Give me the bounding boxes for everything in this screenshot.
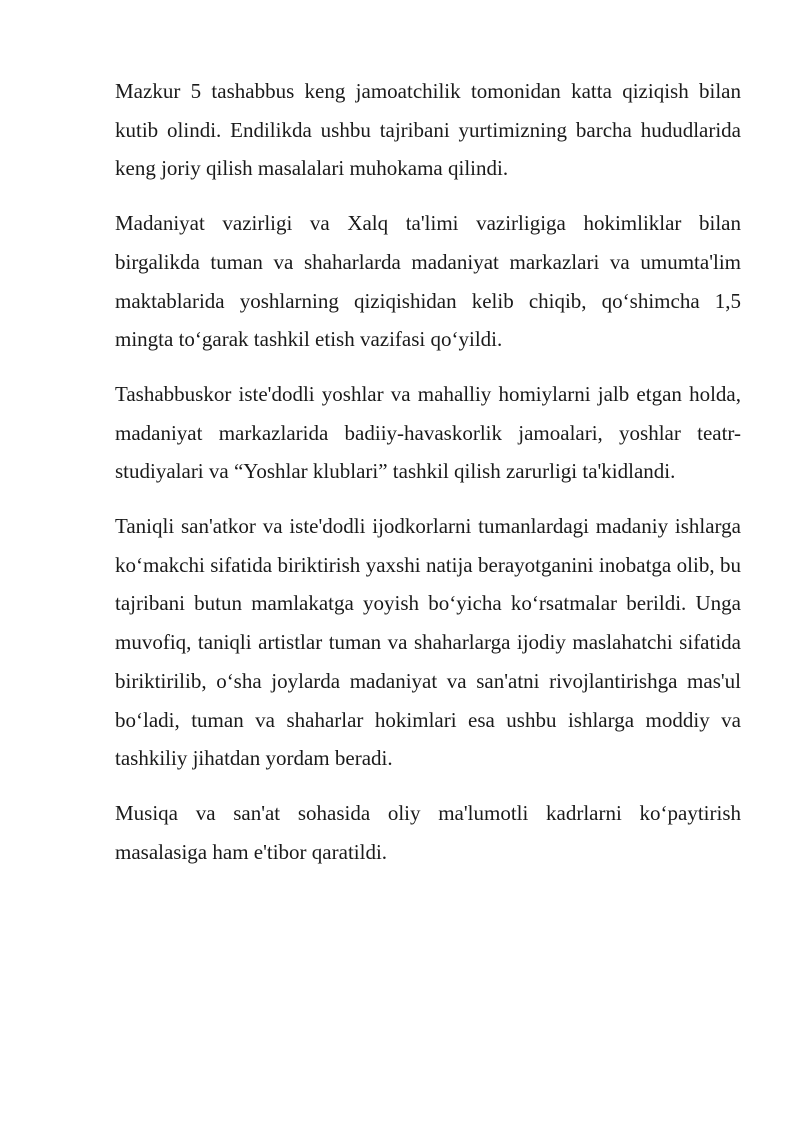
paragraph-3: Tashabbuskor iste'dodli yoshlar va mahalliy homiylarni jalb etgan holda, madaniyat markazlarida badiiy-havaskorlik jamoalari, yoshlar teatr-studiyalari va “Yoshlar klublari” tashkil qilish zarurligi ta'kidlandi. <box>115 381 741 484</box>
paragraph-2: Madaniyat vazirligi va Xalq ta'limi vazirligiga hokimliklar bilan birgalikda tuman va shaharlarda madaniyat markazlari va umumta'lim maktablarida yoshlarning qiziqishidan kelib chiqib, qo‘shimcha 1,5 mingta to‘garak tashkil etish vazifasi qo‘yildi. <box>115 211 741 352</box>
paragraph-5: Musiqa va san'at sohasida oliy ma'lumotli kadrlarni ko‘paytirish masalasiga ham e'tibor qaratildi. <box>115 800 741 864</box>
document-body <box>115 72 741 887</box>
paragraph-1: Mazkur 5 tashabbus keng jamoatchilik tomonidan katta qiziqish bilan kutib olindi. Endilikda ushbu tajribani yurtimizning barcha hududlarida keng joriy qilish masalalari muhokama qilindi. <box>115 79 741 181</box>
paragraph-4: Taniqli san'atkor va iste'dodli ijodkorlarni tumanlardagi madaniy ishlarga ko‘makchi sifatida biriktirish yaxshi natija berayotganini inobatga olib, bu tajribani butun mamlakatga yoyish bo‘yicha ko‘rsatmalar berildi. Unga muvofiq, taniqli artistlar tuman va shaharlarga ijodiy maslahatchi sifatida biriktirilib, o‘sha joylarda madaniyat va san'atni rivojlantirishga mas'ul bo‘ladi, tuman va shaharlar hokimlari esa ushbu ishlarga moddiy va tashkiliy jihatdan yordam beradi. <box>115 514 741 771</box>
